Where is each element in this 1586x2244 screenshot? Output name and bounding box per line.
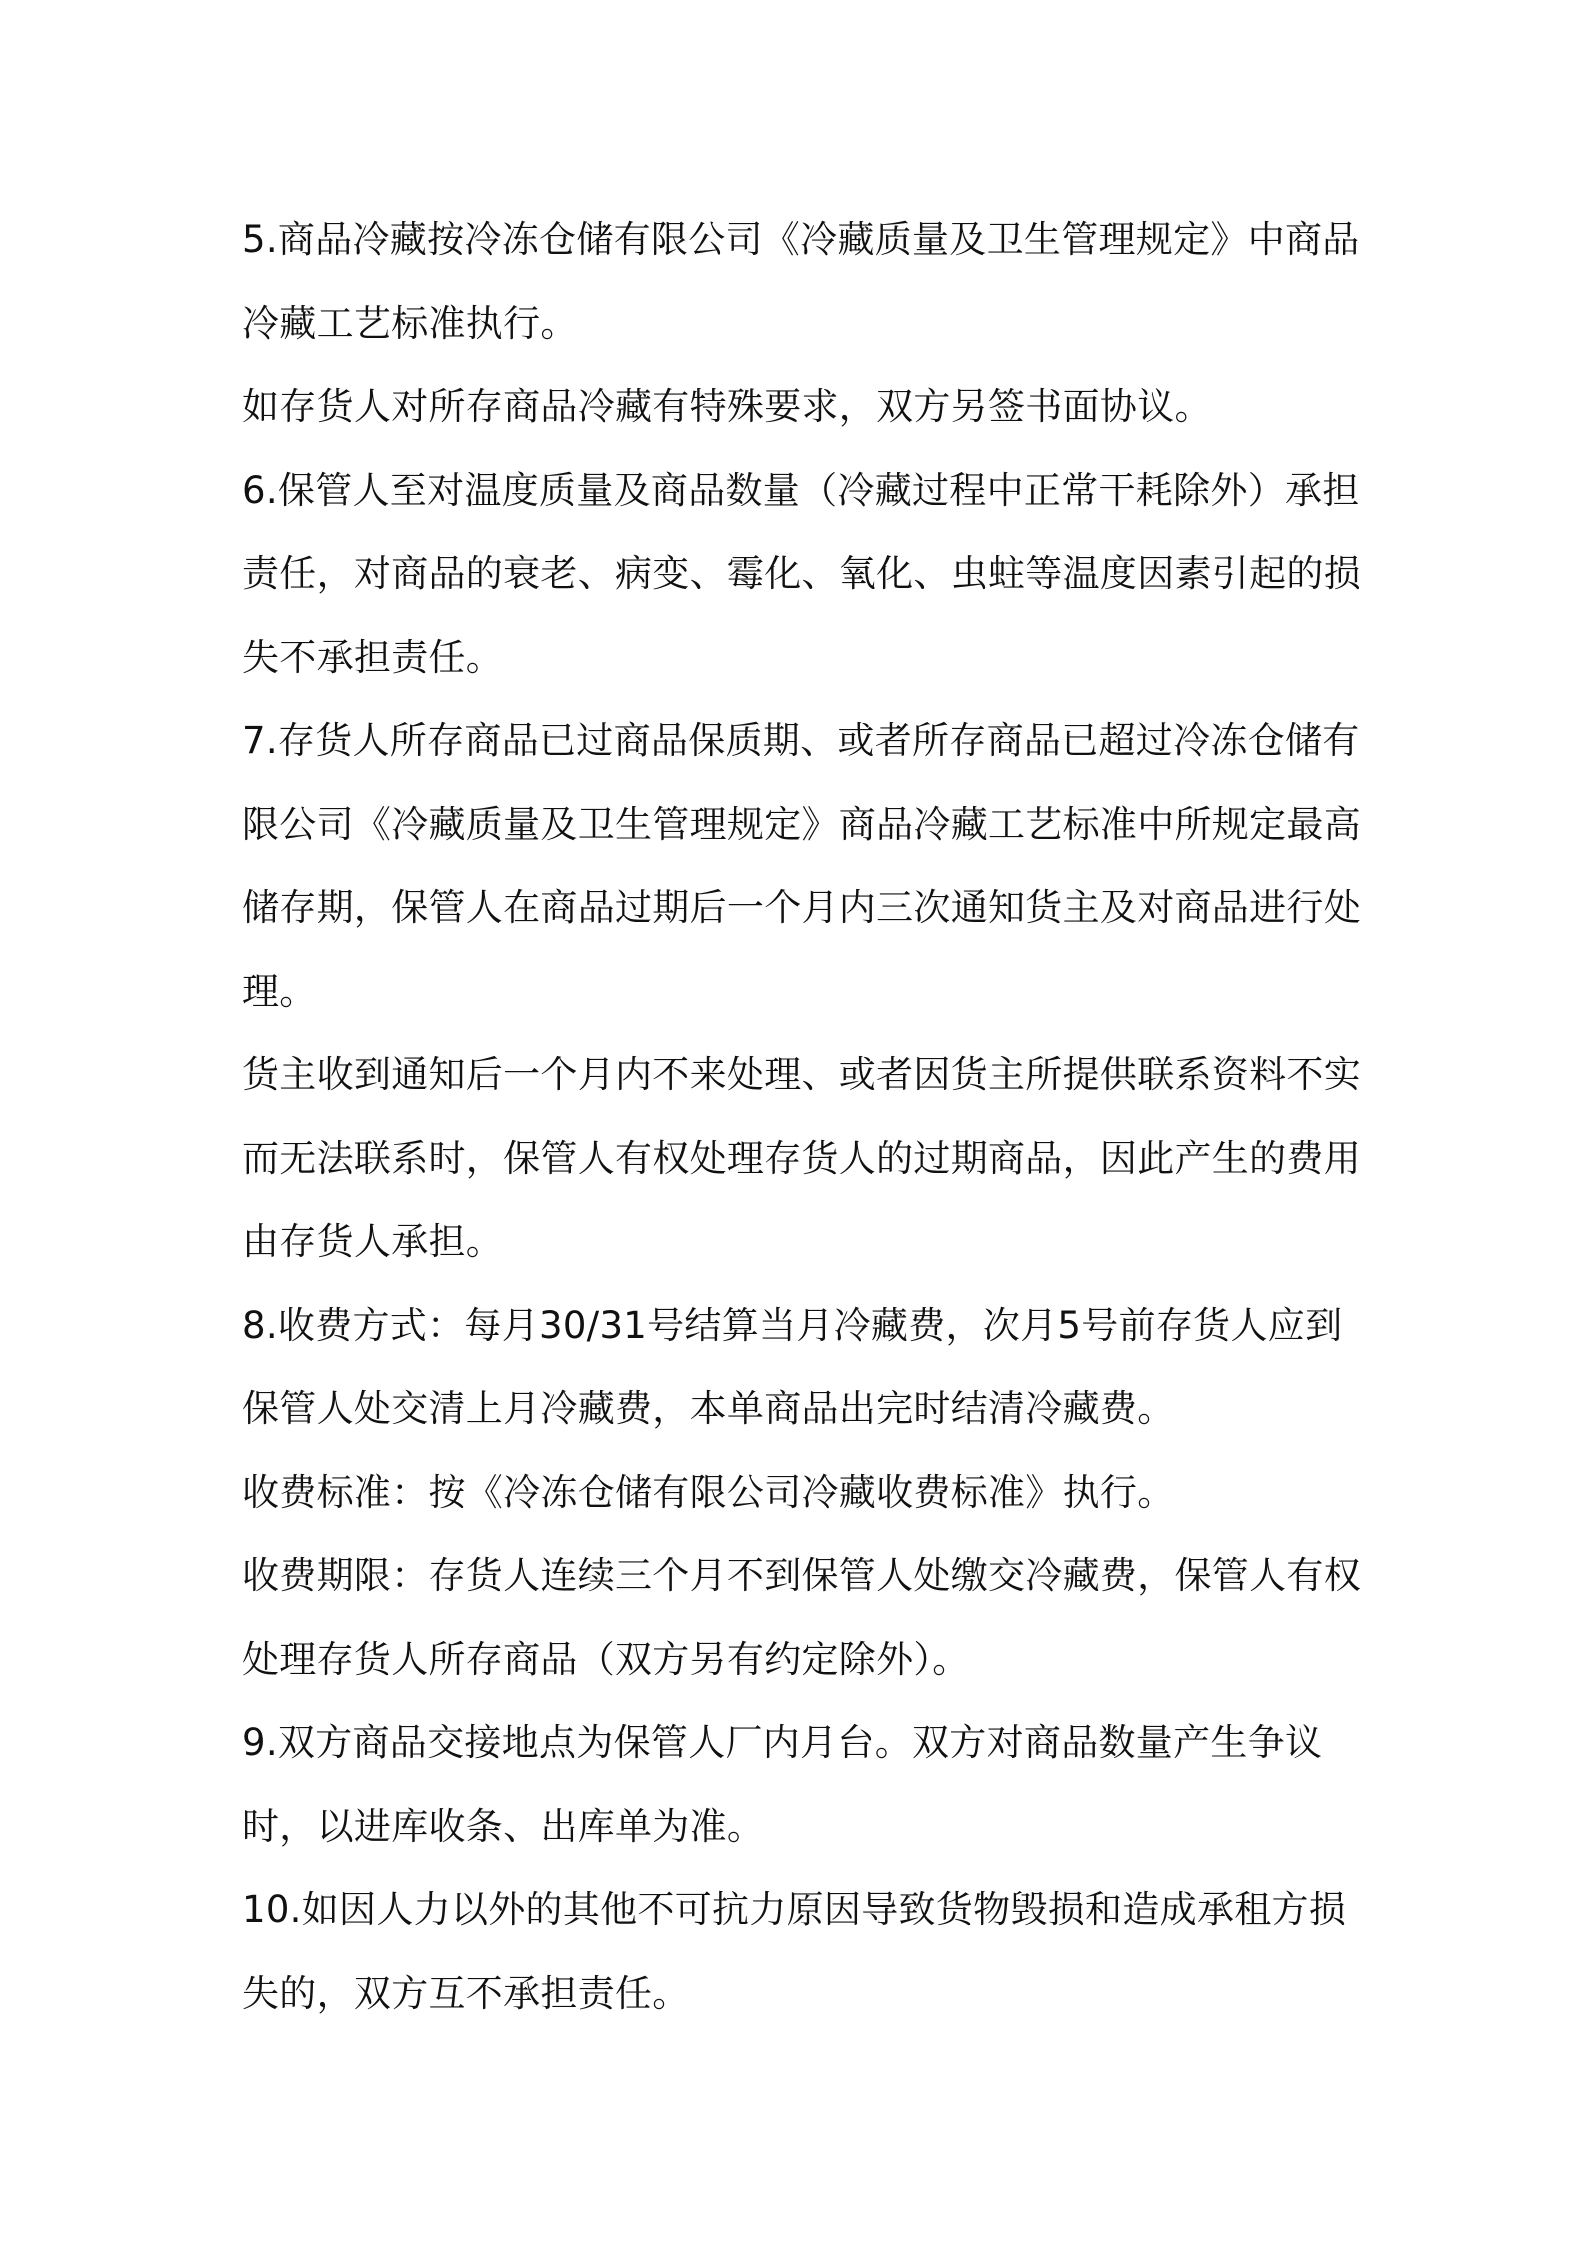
fee-deadline-paragraph: 收费期限：存货人连续三个月不到保管人处缴交冷藏费，保管人有权处理存货人所存商品（双方另有约定除外）。 — [242, 1554, 1361, 1681]
clause-10-paragraph: 10.如因人力以外的其他不可抗力原因导致货物毁损和造成承租方损失的，双方互不承担责任。 — [242, 1888, 1347, 2015]
clause-5-paragraph: 5.商品冷藏按冷冻仓储有限公司《冷藏质量及卫生管理规定》中商品冷藏工艺标准执行。 — [242, 218, 1360, 345]
clause-5-note-paragraph: 如存货人对所存商品冷藏有特殊要求，双方另签书面协议。 — [242, 385, 1212, 428]
clause-7-paragraph: 7.存货人所存商品已过商品保质期、或者所存商品已超过冷冻仓储有限公司《冷藏质量及卫生管理规定》商品冷藏工艺标准中所规定最高储存期，保管人在商品过期后一个月内三次通知货主及对商品进行处理。 — [242, 719, 1361, 1013]
clause-6-paragraph: 6.保管人至对温度质量及商品数量（冷藏过程中正常干耗除外）承担责任，对商品的衰老、病变、霉化、氧化、虫蛀等温度因素引起的损失不承担责任。 — [242, 468, 1361, 679]
fee-standard-paragraph: 收费标准：按《冷冻仓储有限公司冷藏收费标准》执行。 — [242, 1470, 1175, 1514]
clause-8-paragraph: 8.收费方式：每月30/31号结算当月冷藏费，次月5号前存货人应到保管人处交清上月冷藏费，本单商品出完时结清冷藏费。 — [242, 1303, 1343, 1430]
clause-9-paragraph: 9.双方商品交接地点为保管人厂内月台。双方对商品数量产生争议时，以进库收条、出库单为准。 — [242, 1721, 1323, 1848]
clause-7-note-paragraph: 货主收到通知后一个月内不来处理、或者因货主所提供联系资料不实而无法联系时，保管人有权处理存货人的过期商品，因此产生的费用由存货人承担。 — [242, 1053, 1361, 1263]
document-body — [242, 198, 1362, 2035]
